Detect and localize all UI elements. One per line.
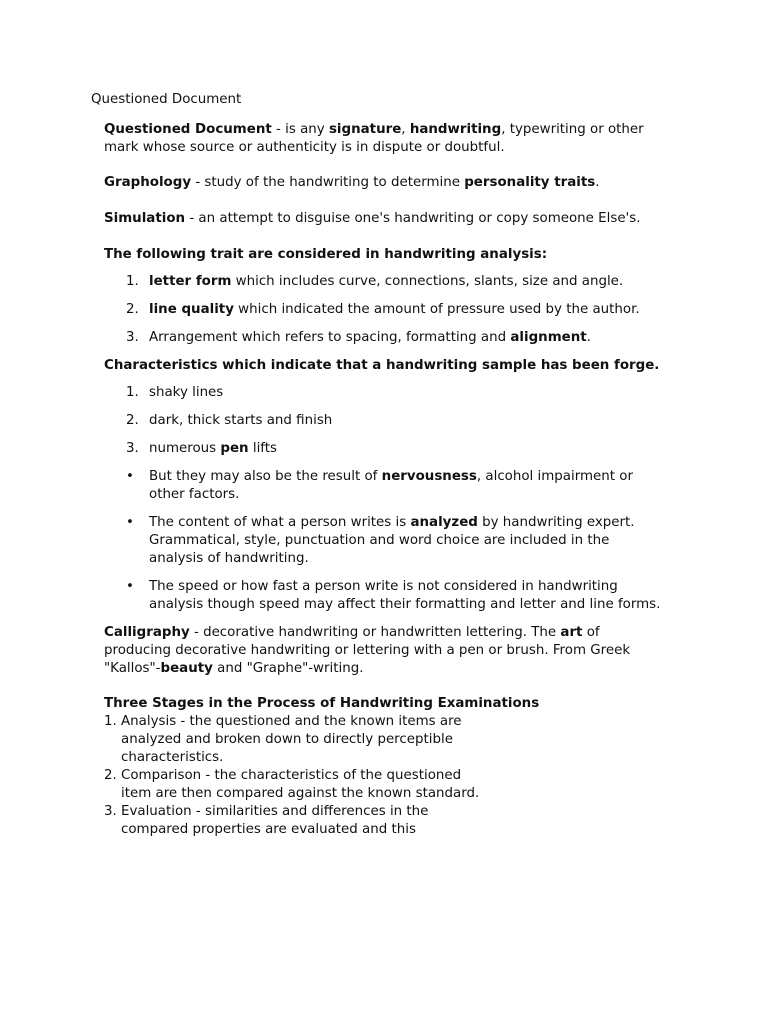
bullet-item: • The speed or how fast a person write is not considered in handwriting analysis though speed may affect their formatting and letter and line forms. xyxy=(126,579,661,612)
term-graphology: Graphology xyxy=(104,175,192,190)
list-item: 3. Arrangement which refers to spacing, formatting and alignment. xyxy=(126,330,591,345)
traits-list xyxy=(104,273,664,347)
list-item: 2. line quality which indicated the amount of pressure used by the author. xyxy=(126,302,640,317)
term-calligraphy: Calligraphy xyxy=(104,625,190,640)
document-title: Questioned Document xyxy=(91,92,242,107)
bullet-icon: • xyxy=(126,469,134,484)
forge-characteristics-list xyxy=(104,384,664,458)
list-item: 1. shaky lines xyxy=(126,385,224,400)
traits-heading: The following trait are considered in handwriting analysis: xyxy=(104,247,548,262)
list-item: 2. dark, thick starts and finish xyxy=(126,413,333,428)
list-item: 3. Evaluation - similarities and differences in the compared properties are evaluated and this xyxy=(104,804,429,837)
paragraph-questioned-document: Questioned Document - is any signature, handwriting, typewriting or other mark whose source or authenticity is in dispute or doubtful. xyxy=(104,122,644,155)
paragraph-calligraphy: Calligraphy - decorative handwriting or handwritten lettering. The art of producing decorative handwriting or lettering with a pen or brush. From Greek "Kallos"-beauty and "Graphe"-writing. xyxy=(104,625,631,676)
paragraph-graphology: Graphology - study of the handwriting to determine personality traits. xyxy=(104,175,600,190)
paragraph-simulation: Simulation - an attempt to disguise one's handwriting or copy someone Else's. xyxy=(104,211,641,226)
bullet-icon: • xyxy=(126,579,134,594)
list-item: 1. Analysis - the questioned and the known items are analyzed and broken down to directly perceptible characteristics. xyxy=(104,714,462,765)
term-questioned-document: Questioned Document xyxy=(104,122,272,137)
list-item: 1. letter form which includes curve, connections, slants, size and angle. xyxy=(126,274,624,289)
bullet-icon: • xyxy=(126,515,134,530)
document-body xyxy=(104,121,664,839)
forge-heading: Characteristics which indicate that a handwriting sample has been forge. xyxy=(104,358,660,373)
bullet-item: • The content of what a person writes is analyzed by handwriting expert. Grammatical, style, punctuation and word choice are included in the analysis of handwriting. xyxy=(126,515,635,566)
stages-list xyxy=(104,713,484,839)
notes-bullet-list xyxy=(104,468,664,614)
list-item: 2. Comparison - the characteristics of the questioned item are then compared against the known standard. xyxy=(104,768,480,801)
bullet-item: • But they may also be the result of nervousness, alcohol impairment or other factors. xyxy=(126,469,633,502)
stages-heading: Three Stages in the Process of Handwriting Examinations xyxy=(104,696,540,711)
list-item: 3. numerous pen lifts xyxy=(126,441,277,456)
term-simulation: Simulation xyxy=(104,211,186,226)
